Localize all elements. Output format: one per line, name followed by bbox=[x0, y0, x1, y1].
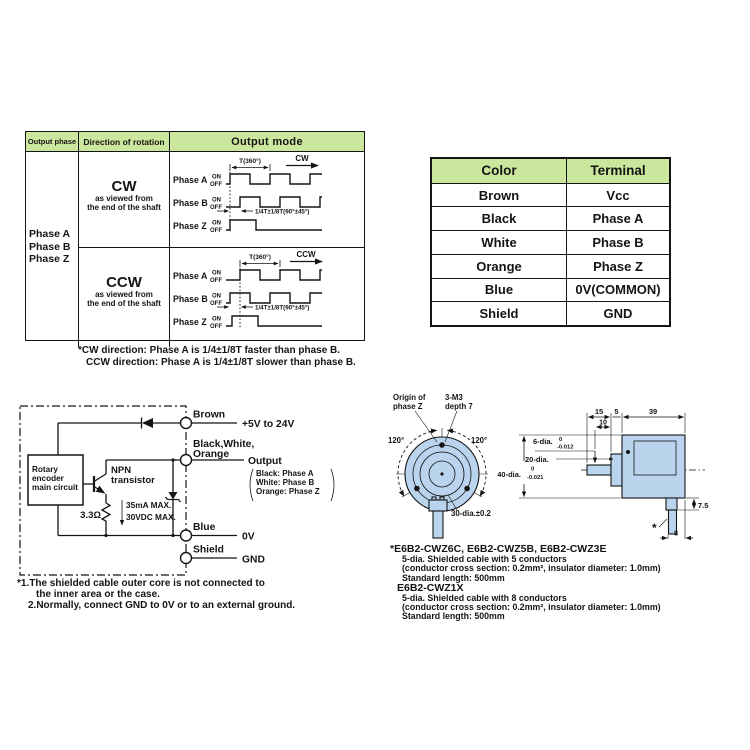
cw-phase-shift-label: 1/4T±1/8T(90°±45°) bbox=[255, 208, 310, 216]
terminal-labels bbox=[192, 410, 335, 566]
wire-color: Black bbox=[432, 206, 566, 230]
ccw-phase-a-row bbox=[173, 270, 322, 284]
dim-10: 10 bbox=[599, 419, 607, 427]
brown-wire-label: Brown bbox=[193, 409, 226, 421]
svg-text:depth 7: depth 7 bbox=[445, 402, 473, 411]
dim-15: 15 bbox=[594, 407, 604, 416]
svg-text:Orange: Phase Z: Orange: Phase Z bbox=[256, 487, 320, 496]
dim-5: 5 bbox=[614, 407, 619, 416]
footnote-cw: *CW direction: Phase A is 1/4±1/8T faster than phase B. bbox=[78, 345, 341, 356]
wire-terminal: Phase B bbox=[566, 230, 669, 254]
phase-list bbox=[26, 152, 78, 347]
ccw-rotation-label: CCW bbox=[296, 250, 316, 259]
resistor-value-label: 3.3Ω bbox=[80, 510, 101, 521]
output-signal-label: Output bbox=[248, 456, 282, 467]
zero-volt-label: 0V bbox=[242, 531, 255, 543]
model-list-2: E6B2-CWZ1X bbox=[397, 581, 464, 594]
angle-right-label: 120° bbox=[471, 436, 488, 445]
cw-direction-cell bbox=[78, 152, 169, 247]
header-direction-of-rotation: Direction of rotation bbox=[78, 132, 169, 152]
direction-footnote bbox=[78, 345, 356, 369]
svg-text:ON: ON bbox=[212, 174, 221, 181]
cable-bushing bbox=[666, 498, 677, 510]
ccw-direction-cell bbox=[78, 247, 169, 347]
svg-text:phase Z: phase Z bbox=[393, 402, 423, 411]
svg-text:encoder: encoder bbox=[32, 474, 64, 483]
angle-left-label: 120° bbox=[388, 436, 405, 445]
output-circuit-diagram bbox=[15, 396, 350, 581]
circuit-note-3: 2.Normally, connect GND to 0V or to an external ground. bbox=[28, 600, 296, 611]
zener-diode-icon bbox=[169, 492, 178, 500]
svg-text:main circuit: main circuit bbox=[32, 483, 78, 492]
shield-wire-label: Shield bbox=[193, 544, 224, 556]
svg-text:OFF: OFF bbox=[210, 278, 222, 284]
supply-wire bbox=[58, 418, 181, 456]
wiring-table bbox=[430, 157, 671, 327]
wire-terminal: Phase Z bbox=[566, 254, 669, 278]
encoder-body bbox=[622, 435, 685, 498]
phase-z-label: Phase Z bbox=[29, 253, 70, 265]
dimension-drawing bbox=[385, 388, 745, 540]
blue-wire-label: Blue bbox=[193, 522, 216, 533]
ccw-phase-shift-label: 1/4T±1/8T(90°±45°) bbox=[255, 304, 310, 312]
cw-sub1: as viewed from bbox=[95, 194, 153, 203]
svg-text:OFF: OFF bbox=[210, 205, 222, 211]
cw-waveform-svg bbox=[170, 152, 364, 246]
svg-text:0: 0 bbox=[531, 466, 535, 473]
cw-label: CW bbox=[111, 178, 137, 195]
wire-color: Brown bbox=[432, 183, 566, 207]
m3-hole-left bbox=[414, 486, 420, 492]
gnd-label: GND bbox=[242, 554, 265, 566]
dim-8: 8 bbox=[673, 528, 679, 538]
circuit-notes bbox=[17, 578, 295, 611]
ccw-timing-diagram bbox=[169, 247, 364, 347]
ccw-waveform-svg bbox=[170, 248, 364, 342]
svg-text:Phase Z: Phase Z bbox=[173, 317, 207, 327]
voltage-max-label: 30VDC MAX. bbox=[126, 512, 176, 522]
svg-text:Phase A: Phase A bbox=[173, 175, 208, 185]
svg-text:transistor: transistor bbox=[111, 475, 155, 486]
right-paren bbox=[331, 469, 334, 501]
output-wires-label-2: Orange bbox=[193, 449, 230, 460]
blue-terminal bbox=[181, 530, 192, 541]
reverse-protection-diode-icon bbox=[142, 418, 153, 428]
ccw-sub1: as viewed from bbox=[95, 290, 153, 299]
output-wires-label-1: Black,White, bbox=[193, 439, 255, 450]
cw-phase-a-row bbox=[173, 174, 322, 188]
cw-phase-z-row bbox=[173, 220, 322, 234]
emitter-resistor bbox=[80, 500, 176, 536]
wire-terminal: 0V(COMMON) bbox=[566, 278, 669, 302]
phase-a-label: Phase A bbox=[29, 228, 71, 240]
ccw-label: CCW bbox=[106, 274, 142, 291]
left-paren bbox=[250, 469, 253, 501]
svg-text:ON: ON bbox=[212, 293, 221, 300]
rotary-encoder-main-circuit-box bbox=[28, 455, 83, 505]
wire-color: Shield bbox=[432, 301, 566, 325]
wiring-header-color: Color bbox=[432, 159, 566, 183]
shield-terminal bbox=[181, 553, 192, 564]
circuit-note-2: the inner area or the case. bbox=[36, 589, 160, 600]
dim-7-5: 7.5 bbox=[698, 501, 709, 510]
output-phase-table bbox=[25, 131, 365, 341]
svg-text:0: 0 bbox=[559, 437, 563, 443]
output-terminal bbox=[181, 455, 192, 466]
svg-text:OFF: OFF bbox=[210, 301, 222, 307]
cw-timing-diagram bbox=[169, 152, 364, 247]
dia30-label: 30-dia.±0.2 bbox=[451, 509, 491, 518]
dim-39: 39 bbox=[648, 407, 658, 416]
dia-40-label: 40-dia. bbox=[497, 470, 521, 479]
npn-transistor bbox=[83, 460, 155, 503]
model-list-1: *E6B2-CWZ6C, E6B2-CWZ5B, E6B2-CWZ3E bbox=[390, 543, 607, 555]
wire-color: Blue bbox=[432, 278, 566, 302]
wiring-header-terminal: Terminal bbox=[566, 159, 669, 183]
wire-terminal: Phase A bbox=[566, 206, 669, 230]
cable-spec-notes: *E6B2-CWZ6C, E6B2-CWZ5B, E6B2-CWZ3E 5-dia. Shielded cable with 5 conductors (conductor cross section: 0.2mm², insulator diameter: 1.0mm) Standard length: 500mm E6B2-CWZ1X 5-dia. Shielded cable with 8 conductors (conductor cross section: 0.2mm², insulator diameter: 1.0mm) Standard length: 500mm bbox=[390, 543, 661, 622]
m3-hole-right bbox=[464, 486, 470, 492]
cable-connector bbox=[429, 500, 447, 511]
wire-terminal: Vcc bbox=[566, 183, 669, 207]
svg-text:ON: ON bbox=[212, 316, 221, 323]
svg-text:Phase B: Phase B bbox=[173, 198, 208, 208]
svg-text:NPN: NPN bbox=[111, 465, 132, 476]
svg-text:Phase B: Phase B bbox=[173, 294, 208, 304]
svg-text:ON: ON bbox=[212, 220, 221, 227]
brown-terminal bbox=[181, 418, 192, 429]
svg-text:Phase Z: Phase Z bbox=[173, 221, 207, 231]
origin-phase-z-label: Origin of bbox=[393, 393, 426, 402]
header-output-mode: Output mode bbox=[169, 132, 364, 152]
front-view bbox=[388, 393, 491, 538]
side-view bbox=[497, 407, 708, 539]
cable-front bbox=[433, 511, 443, 538]
supply-voltage-label: +5V to 24V bbox=[242, 419, 295, 430]
header-output-phase: Output phase bbox=[26, 132, 78, 152]
wire-terminal: GND bbox=[566, 301, 669, 325]
svg-text:-0.012: -0.012 bbox=[557, 444, 574, 451]
phase-b-label: Phase B bbox=[29, 240, 71, 253]
svg-text:Rotary: Rotary bbox=[32, 465, 58, 474]
shaft bbox=[587, 465, 611, 475]
svg-text:OFF: OFF bbox=[210, 228, 222, 234]
ccw-period-label: T(360°) bbox=[249, 254, 271, 261]
current-max-label: 35mA MAX. bbox=[126, 500, 172, 510]
dia-6-label: 6-dia. bbox=[533, 437, 553, 446]
cw-rotation-label: CW bbox=[295, 154, 309, 163]
svg-text:Black: Phase A: Black: Phase A bbox=[256, 469, 314, 478]
cw-period-label: T(360°) bbox=[239, 158, 261, 165]
svg-text:White: Phase B: White: Phase B bbox=[256, 478, 315, 487]
cable-asterisk: * bbox=[652, 521, 657, 535]
svg-text:-0.021: -0.021 bbox=[527, 475, 544, 481]
svg-text:OFF: OFF bbox=[210, 182, 222, 188]
wire-color: White bbox=[432, 230, 566, 254]
svg-text:ON: ON bbox=[212, 197, 221, 204]
ccw-sub2: the end of the shaft bbox=[87, 299, 161, 308]
wire-color: Orange bbox=[432, 254, 566, 278]
svg-text:ON: ON bbox=[212, 270, 221, 277]
cw-sub2: the end of the shaft bbox=[87, 203, 161, 212]
svg-text:Phase A: Phase A bbox=[173, 271, 208, 281]
footnote-ccw: CCW direction: Phase A is 1/4±1/8T slower than phase B. bbox=[86, 357, 356, 368]
ccw-phase-z-row bbox=[173, 316, 322, 330]
m3-hole-top bbox=[439, 442, 445, 448]
m3-depth-label: 3-M3 bbox=[445, 393, 463, 402]
dia-20-label: 20-dia. bbox=[525, 455, 549, 464]
svg-text:OFF: OFF bbox=[210, 324, 222, 330]
circuit-note-1: *1.The shielded cable outer core is not connected to bbox=[17, 578, 265, 589]
